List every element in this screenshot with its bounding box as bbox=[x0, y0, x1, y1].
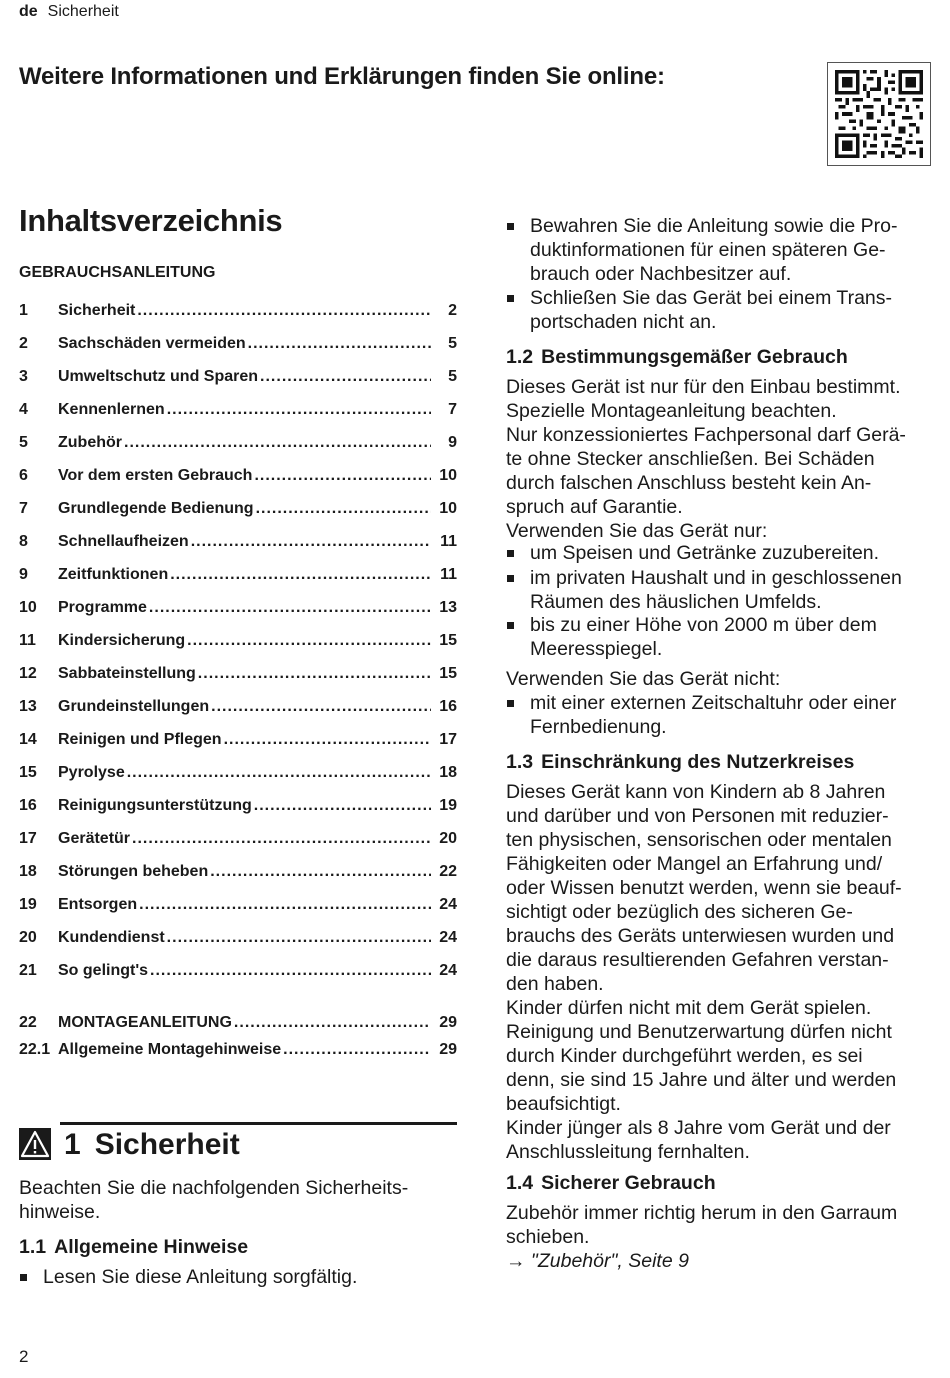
list-item: Lesen Sie diese Anleitung sorgfältig. bbox=[19, 1265, 357, 1289]
toc-entry[interactable]: 15 Pyrolyse ..... 18 bbox=[19, 764, 457, 786]
subsection-heading-1-1: 1.1 Allgemeine Hinweise bbox=[19, 1236, 249, 1258]
page-header bbox=[19, 3, 119, 21]
toc-entry[interactable]: 20 Kundendienst ..... 24 bbox=[19, 929, 457, 951]
toc-entry[interactable]: 7 Grundlegende Bedienung ..... 10 bbox=[19, 500, 457, 522]
toc-entry[interactable]: 8 Schnellaufheizen ..... 11 bbox=[19, 533, 457, 555]
list-item: im privaten Haushalt und in geschlossenen Räumen des häuslichen Umfelds. bbox=[506, 566, 902, 614]
toc-entry[interactable]: 10 Programme ..... 13 bbox=[19, 599, 457, 621]
toc-entry[interactable]: 3 Umweltschutz und Sparen ..... 5 bbox=[19, 368, 457, 390]
warning-triangle-icon bbox=[19, 1128, 51, 1160]
list-item: um Speisen und Getränke zuzubereiten. bbox=[506, 541, 879, 565]
toc-entry[interactable]: 22 MONTAGEANLEITUNG ..... 29 bbox=[19, 1014, 457, 1036]
subsection-heading-1-2: 1.2 Bestimmungsgemäßer Gebrauch bbox=[506, 346, 848, 368]
subsection-heading-1-4: 1.4 Sicherer Gebrauch bbox=[506, 1172, 716, 1194]
toc-entry[interactable]: 4 Kennenlernen ..... 7 bbox=[19, 401, 457, 423]
paragraph: Dieses Gerät kann von Kindern ab 8 Jahren und darüber und von Personen mit reduzier- ten physischen, sensorischen oder mentalen Fähigkeiten oder Mangel an Erfahrung und/ oder Wissen benutzt werden, wenn sie beauf- sichtigt oder bezüglich des sicheren Ge- brauchs des Geräts unterwiesen wurden und die daraus resultierenden Gefahren verstan- den haben. Kinder dürfen nicht mit dem Gerät spielen. Reinigung und Benutzerwartung dürfen nicht durch Kinder durchgeführt werden, es sei denn, sie sind 15 Jahre und älter und werden beaufsichtigt. Kinder jünger als 8 Jahre vom Gerät und der Anschlussleitung fernhalten. bbox=[506, 781, 902, 1163]
list-item: mit einer externen Zeitschaltuhr oder einer Fernbedienung. bbox=[506, 691, 896, 739]
qr-code-icon[interactable] bbox=[827, 62, 931, 166]
online-info-heading: Weitere Informationen und Erklärungen finden Sie online: bbox=[19, 63, 665, 90]
toc-entry[interactable]: 18 Störungen beheben ..... 22 bbox=[19, 863, 457, 885]
list-item: Bewahren Sie die Anleitung sowie die Pro- duktinformationen für einen späteren Ge- brauch oder Nachbesitzer auf. bbox=[506, 214, 897, 286]
toc-entry[interactable]: 17 Gerätetür ..... 20 bbox=[19, 830, 457, 852]
paragraph: Zubehör immer richtig herum in den Garraum schieben. → "Zubehör", Seite 9 bbox=[506, 1202, 898, 1272]
toc-entry[interactable]: 2 Sachschäden vermeiden ..... 5 bbox=[19, 335, 457, 357]
toc-entry[interactable]: 13 Grundeinstellungen ..... 16 bbox=[19, 698, 457, 720]
page-number: 2 bbox=[19, 1347, 29, 1366]
paragraph: Dieses Gerät ist nur für den Einbau bestimmt. Spezielle Montageanleitung beachten. Nur konzessioniertes Fachpersonal darf Gerä- te ohne Stecker anschließen. Bei Schäden durch falschen Anschluss besteht kein An- spruch auf Garantie. Verwenden Sie das Gerät nur: bbox=[506, 376, 906, 542]
section-title: 1 Sicherheit bbox=[64, 1128, 240, 1161]
list-item: Schließen Sie das Gerät bei einem Trans- portschaden nicht an. bbox=[506, 286, 892, 334]
toc-entry[interactable]: 5 Zubehör ..... 9 bbox=[19, 434, 457, 456]
toc-entry[interactable]: 11 Kindersicherung ..... 15 bbox=[19, 632, 457, 654]
language-code: de bbox=[19, 3, 38, 20]
toc-entry[interactable]: 14 Reinigen und Pflegen ..... 17 bbox=[19, 731, 457, 753]
section-intro: Beachten Sie die nachfolgenden Sicherheits- hinweise. bbox=[19, 1177, 409, 1223]
toc-entry[interactable]: 22.1 Allgemeine Montagehinweise ..... 29 bbox=[19, 1041, 457, 1063]
toc-entry[interactable]: 1 Sicherheit ..... 2 bbox=[19, 302, 457, 324]
toc-entry[interactable]: 12 Sabbateinstellung ..... 15 bbox=[19, 665, 457, 687]
paragraph: Verwenden Sie das Gerät nicht: bbox=[506, 668, 781, 690]
subsection-heading-1-3: 1.3 Einschränkung des Nutzerkreises bbox=[506, 751, 855, 773]
toc-title: Inhaltsverzeichnis bbox=[19, 203, 283, 238]
header-section: Sicherheit bbox=[47, 3, 119, 20]
section-rule bbox=[60, 1122, 457, 1125]
toc-entry[interactable]: 19 Entsorgen ..... 24 bbox=[19, 896, 457, 918]
toc-entry[interactable]: 21 So gelingt's ..... 24 bbox=[19, 962, 457, 984]
toc-entry[interactable]: 16 Reinigungsunterstützung ..... 19 bbox=[19, 797, 457, 819]
toc-subtitle: GEBRAUCHSANLEITUNG bbox=[19, 264, 216, 281]
toc-entry[interactable]: 9 Zeitfunktionen ..... 11 bbox=[19, 566, 457, 588]
toc-entry[interactable]: 6 Vor dem ersten Gebrauch ..... 10 bbox=[19, 467, 457, 489]
list-item: bis zu einer Höhe von 2000 m über dem Meeresspiegel. bbox=[506, 613, 877, 661]
cross-reference-link[interactable]: → "Zubehör", Seite 9 bbox=[506, 1250, 689, 1272]
